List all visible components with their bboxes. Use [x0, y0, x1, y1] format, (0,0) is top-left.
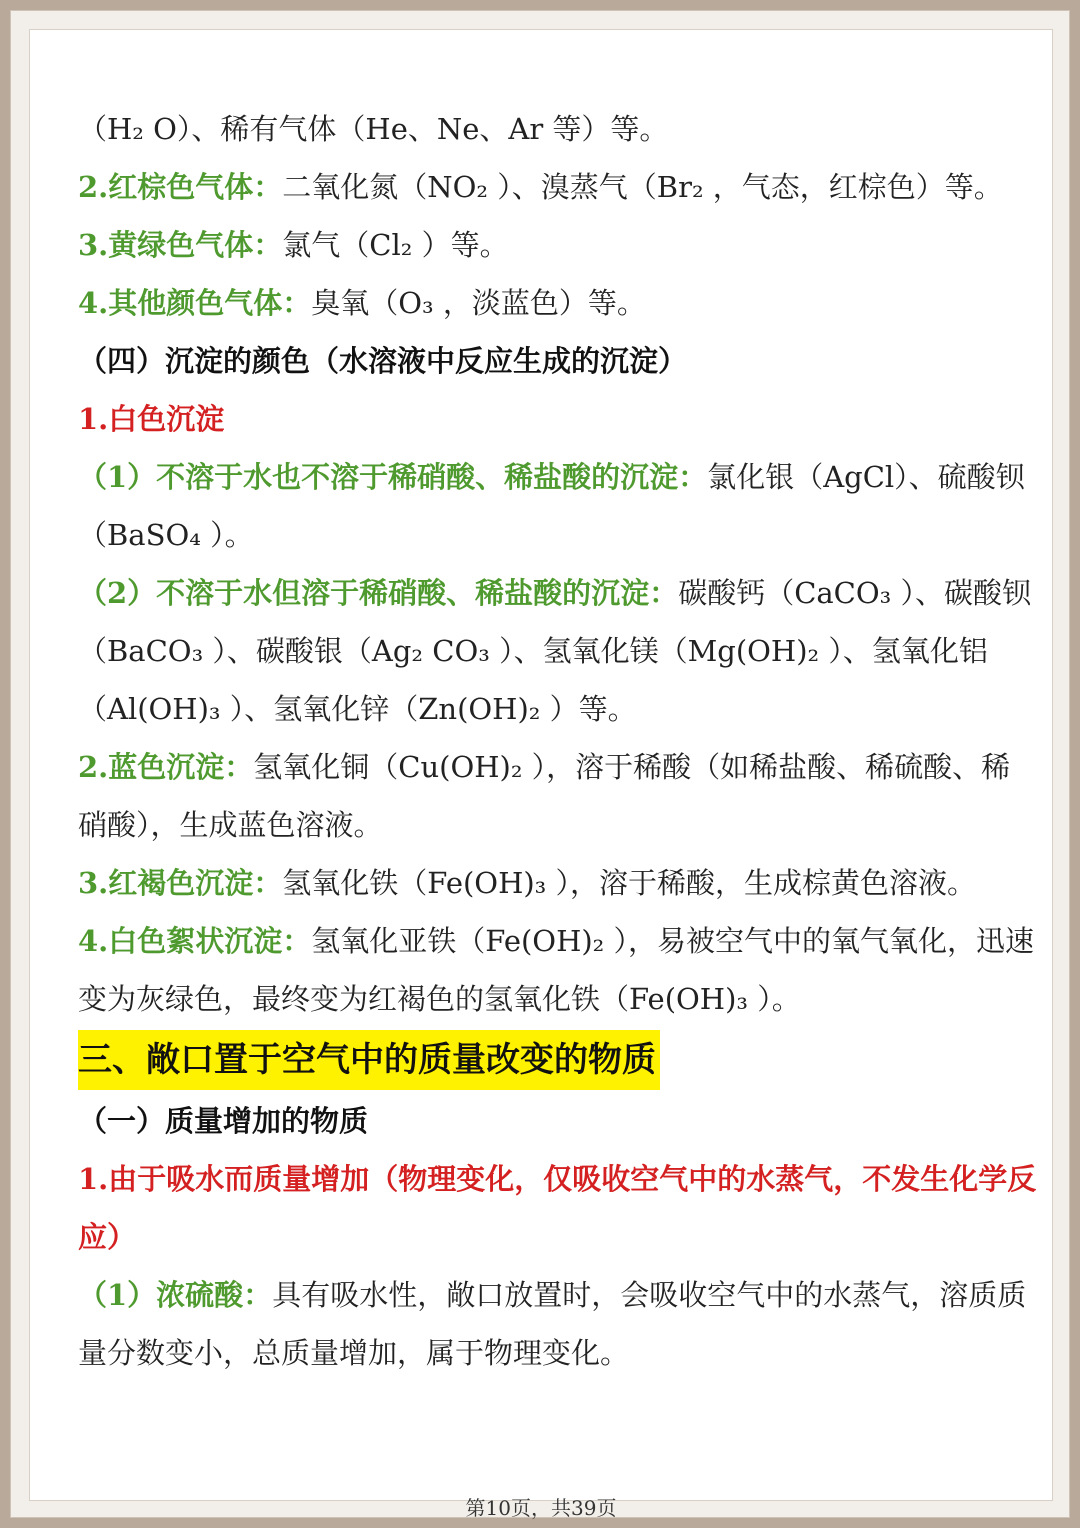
item-text: 氢氧化铁（Fe(OH)₃ ），溶于稀酸，生成棕黄色溶液。	[282, 866, 977, 900]
item-label: 3.红褐色沉淀：	[78, 866, 283, 900]
item-text: 氢氧化亚铁（Fe(OH)₂ ），易被空气中的氧气氧化，迅速变为灰绿色，最终变为红褐色的氢氧化铁（Fe(OH)₃ ）。	[78, 924, 1035, 1016]
item-red-brown-gas	[78, 158, 1038, 216]
page-frame	[10, 10, 1070, 1518]
item-red-brown-precipitate	[78, 854, 1038, 912]
item-insoluble-precipitate	[78, 448, 1038, 564]
item-label: （1）浓硫酸：	[78, 1278, 273, 1312]
text-line: （H₂ O）、稀有气体（He、Ne、Ar 等）等。	[78, 112, 669, 146]
item-text: 氯化银（AgCl）、硫酸钡（BaSO₄ ）。	[78, 460, 1025, 552]
item-label: 4.白色絮状沉淀：	[78, 924, 312, 958]
subheading-precipitate-colors: （四）沉淀的颜色（水溶液中反应生成的沉淀）	[78, 344, 688, 378]
item-white-flocculent-precipitate	[78, 912, 1038, 1028]
item-acid-soluble-precipitate	[78, 564, 1038, 738]
item-other-color-gas	[78, 274, 1038, 332]
page-number: 第10页，共39页	[465, 1496, 617, 1520]
item-text: 二氧化氮（NO₂ ）、溴蒸气（Br₂ ，气态，红棕色）等。	[282, 170, 1003, 204]
item-text: 臭氧（O₃ ，淡蓝色）等。	[311, 286, 646, 320]
item-label: （2）不溶于水但溶于稀硝酸、稀盐酸的沉淀：	[78, 576, 679, 610]
item-text: 具有吸水性，敞口放置时，会吸收空气中的水蒸气，溶质质量分数变小，总质量增加，属于物理变化。	[78, 1278, 1027, 1370]
item-yellow-green-gas	[78, 216, 1038, 274]
section-heading-3	[78, 1028, 1038, 1092]
document-body	[78, 100, 1038, 1382]
item-label: 2.蓝色沉淀：	[78, 750, 254, 784]
document-page	[29, 29, 1053, 1520]
item-label: 2.红棕色气体：	[78, 170, 283, 204]
section-heading-text: 三、敞口置于空气中的质量改变的物质	[78, 1030, 660, 1090]
item-label: 3.黄绿色气体：	[78, 228, 283, 262]
item-label: （1）不溶于水也不溶于稀硝酸、稀盐酸的沉淀：	[78, 460, 708, 494]
subheading-water-absorption: 1.由于吸水而质量增加（物理变化，仅吸收空气中的水蒸气，不发生化学反应）	[78, 1162, 1037, 1254]
item-concentrated-sulfuric-acid	[78, 1266, 1038, 1382]
subheading-white-precipitate: 1.白色沉淀	[78, 402, 225, 436]
item-text: 氯气（Cl₂ ）等。	[282, 228, 509, 262]
item-text: 碳酸钙（CaCO₃ ）、碳酸钡（BaCO₃ ）、碳酸银（Ag₂ CO₃ ）、氢氧化镁（Mg(OH)₂ ）、氢氧化铝（Al(OH)₃ ）、氢氧化锌（Zn(OH)₂ ）等。	[78, 576, 1031, 726]
item-blue-precipitate	[78, 738, 1038, 854]
item-text: 氢氧化铜（Cu(OH)₂ ），溶于稀酸（如稀盐酸、稀硫酸、稀硝酸），生成蓝色溶液。	[78, 750, 1011, 842]
paragraph-gases-tail	[78, 100, 1038, 158]
subheading-mass-increase: （一）质量增加的物质	[78, 1104, 369, 1138]
item-label: 4.其他颜色气体：	[78, 286, 312, 320]
